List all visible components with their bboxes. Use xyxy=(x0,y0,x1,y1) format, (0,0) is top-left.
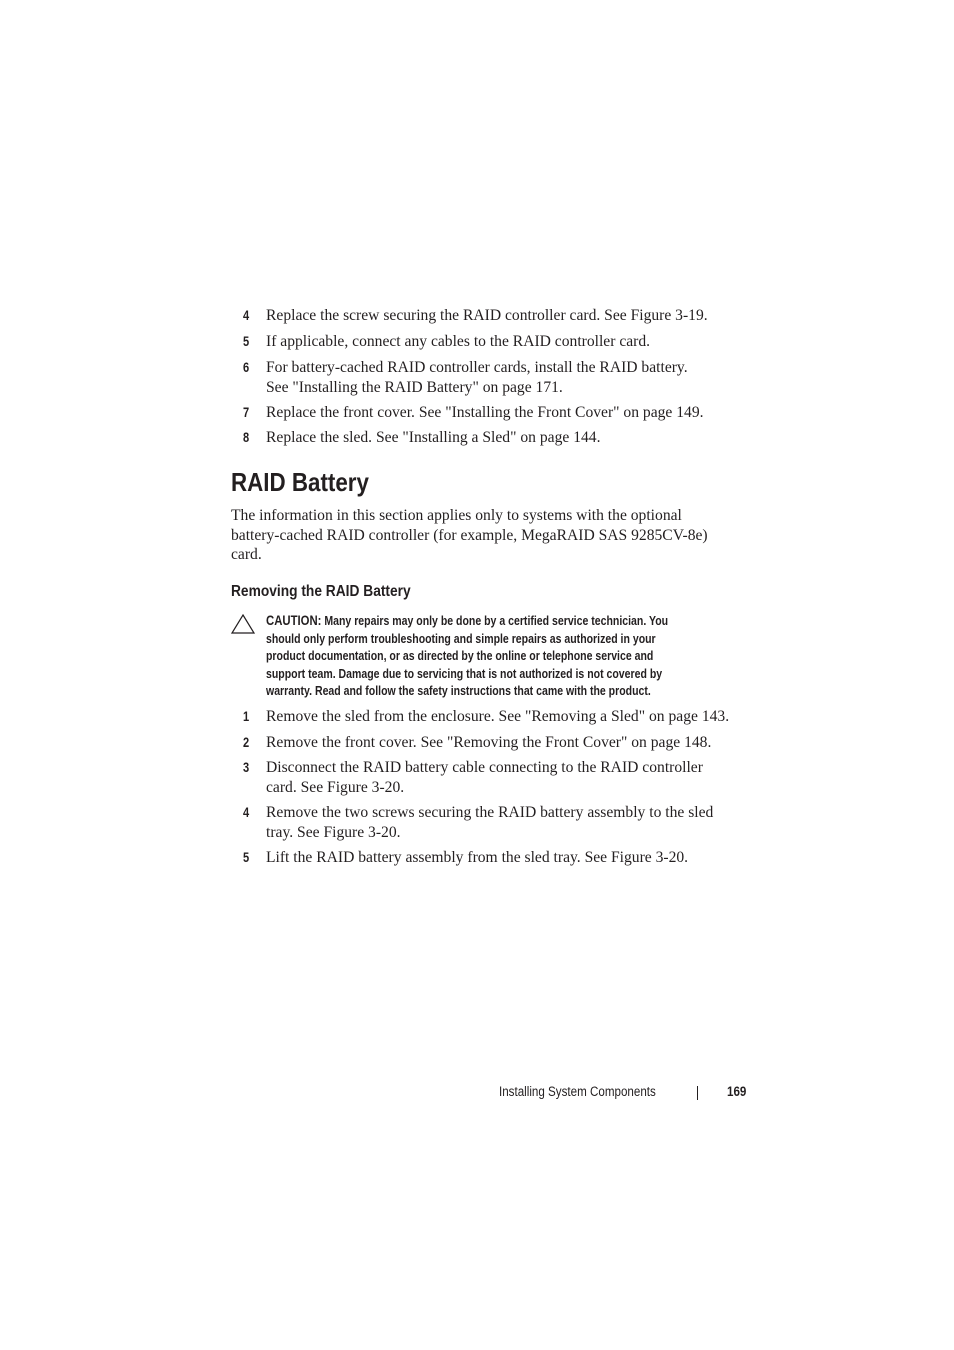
step-number: 5 xyxy=(243,850,250,865)
page-number: 169 xyxy=(727,1084,747,1099)
remove-step xyxy=(243,848,743,868)
intro-line: battery-cached RAID controller (for example, MegaRAID SAS 9285CV-8e) xyxy=(231,526,708,544)
intro-line: card. xyxy=(231,546,262,564)
caution-line: should only perform troubleshooting and simple repairs as authorized in your xyxy=(266,630,656,646)
install-step xyxy=(243,306,743,326)
remove-step xyxy=(243,803,743,842)
section-intro xyxy=(231,506,751,565)
step-number: 3 xyxy=(243,760,250,775)
step-number: 8 xyxy=(243,430,250,445)
step-number: 2 xyxy=(243,735,250,750)
remove-step xyxy=(243,758,743,797)
step-text: See "Installing the RAID Battery" on page 171. xyxy=(266,378,563,396)
caution-line: support team. Damage due to servicing that is not authorized is not covered by xyxy=(266,665,663,681)
step-number: 4 xyxy=(243,308,250,323)
step-text: Remove the front cover. See "Removing the Front Cover" on page 148. xyxy=(266,734,712,751)
step-text: For battery-cached RAID controller cards, install the RAID battery. xyxy=(266,359,688,376)
step-text: Replace the front cover. See "Installing the Front Cover" on page 149. xyxy=(266,404,704,421)
step-text: If applicable, connect any cables to the RAID controller card. xyxy=(266,333,651,350)
step-text: Lift the RAID battery assembly from the sled tray. See Figure 3-20. xyxy=(266,849,689,866)
caution-text xyxy=(266,612,752,700)
caution-line: product documentation, or as directed by the online or telephone service and xyxy=(266,648,654,664)
remove-step xyxy=(243,733,743,753)
install-step xyxy=(243,332,743,352)
subsection-title: Removing the RAID Battery xyxy=(231,583,411,600)
step-number: 6 xyxy=(243,360,250,375)
install-step xyxy=(243,358,743,397)
step-text: Remove the sled from the enclosure. See "Removing a Sled" on page 143. xyxy=(266,708,730,725)
step-number: 5 xyxy=(243,334,250,349)
caution-label: CAUTION: xyxy=(266,612,322,628)
intro-line: The information in this section applies only to systems with the optional xyxy=(231,507,682,524)
section-title: RAID Battery xyxy=(231,467,369,497)
step-number: 7 xyxy=(243,405,250,420)
caution-line: Many repairs may only be done by a certified service technician. You xyxy=(324,613,669,628)
caution-line: warranty. Read and follow the safety instructions that came with the product. xyxy=(266,683,651,699)
step-text: Replace the screw securing the RAID controller card. See Figure 3-19. xyxy=(266,307,708,324)
remove-step xyxy=(243,707,743,727)
step-text: Disconnect the RAID battery cable connecting to the RAID controller xyxy=(266,759,703,776)
step-number: 4 xyxy=(243,805,250,820)
footer-divider xyxy=(697,1086,698,1100)
step-text: Replace the sled. See "Installing a Sled" on page 144. xyxy=(266,429,601,446)
step-number: 1 xyxy=(243,709,250,724)
caution-triangle-icon xyxy=(231,614,255,634)
step-text: Remove the two screws securing the RAID battery assembly to the sled xyxy=(266,804,714,821)
install-step xyxy=(243,428,743,448)
step-text: tray. See Figure 3-20. xyxy=(266,823,401,841)
step-text: card. See Figure 3-20. xyxy=(266,778,405,796)
install-step xyxy=(243,403,743,423)
footer-section-name: Installing System Components xyxy=(499,1084,656,1099)
